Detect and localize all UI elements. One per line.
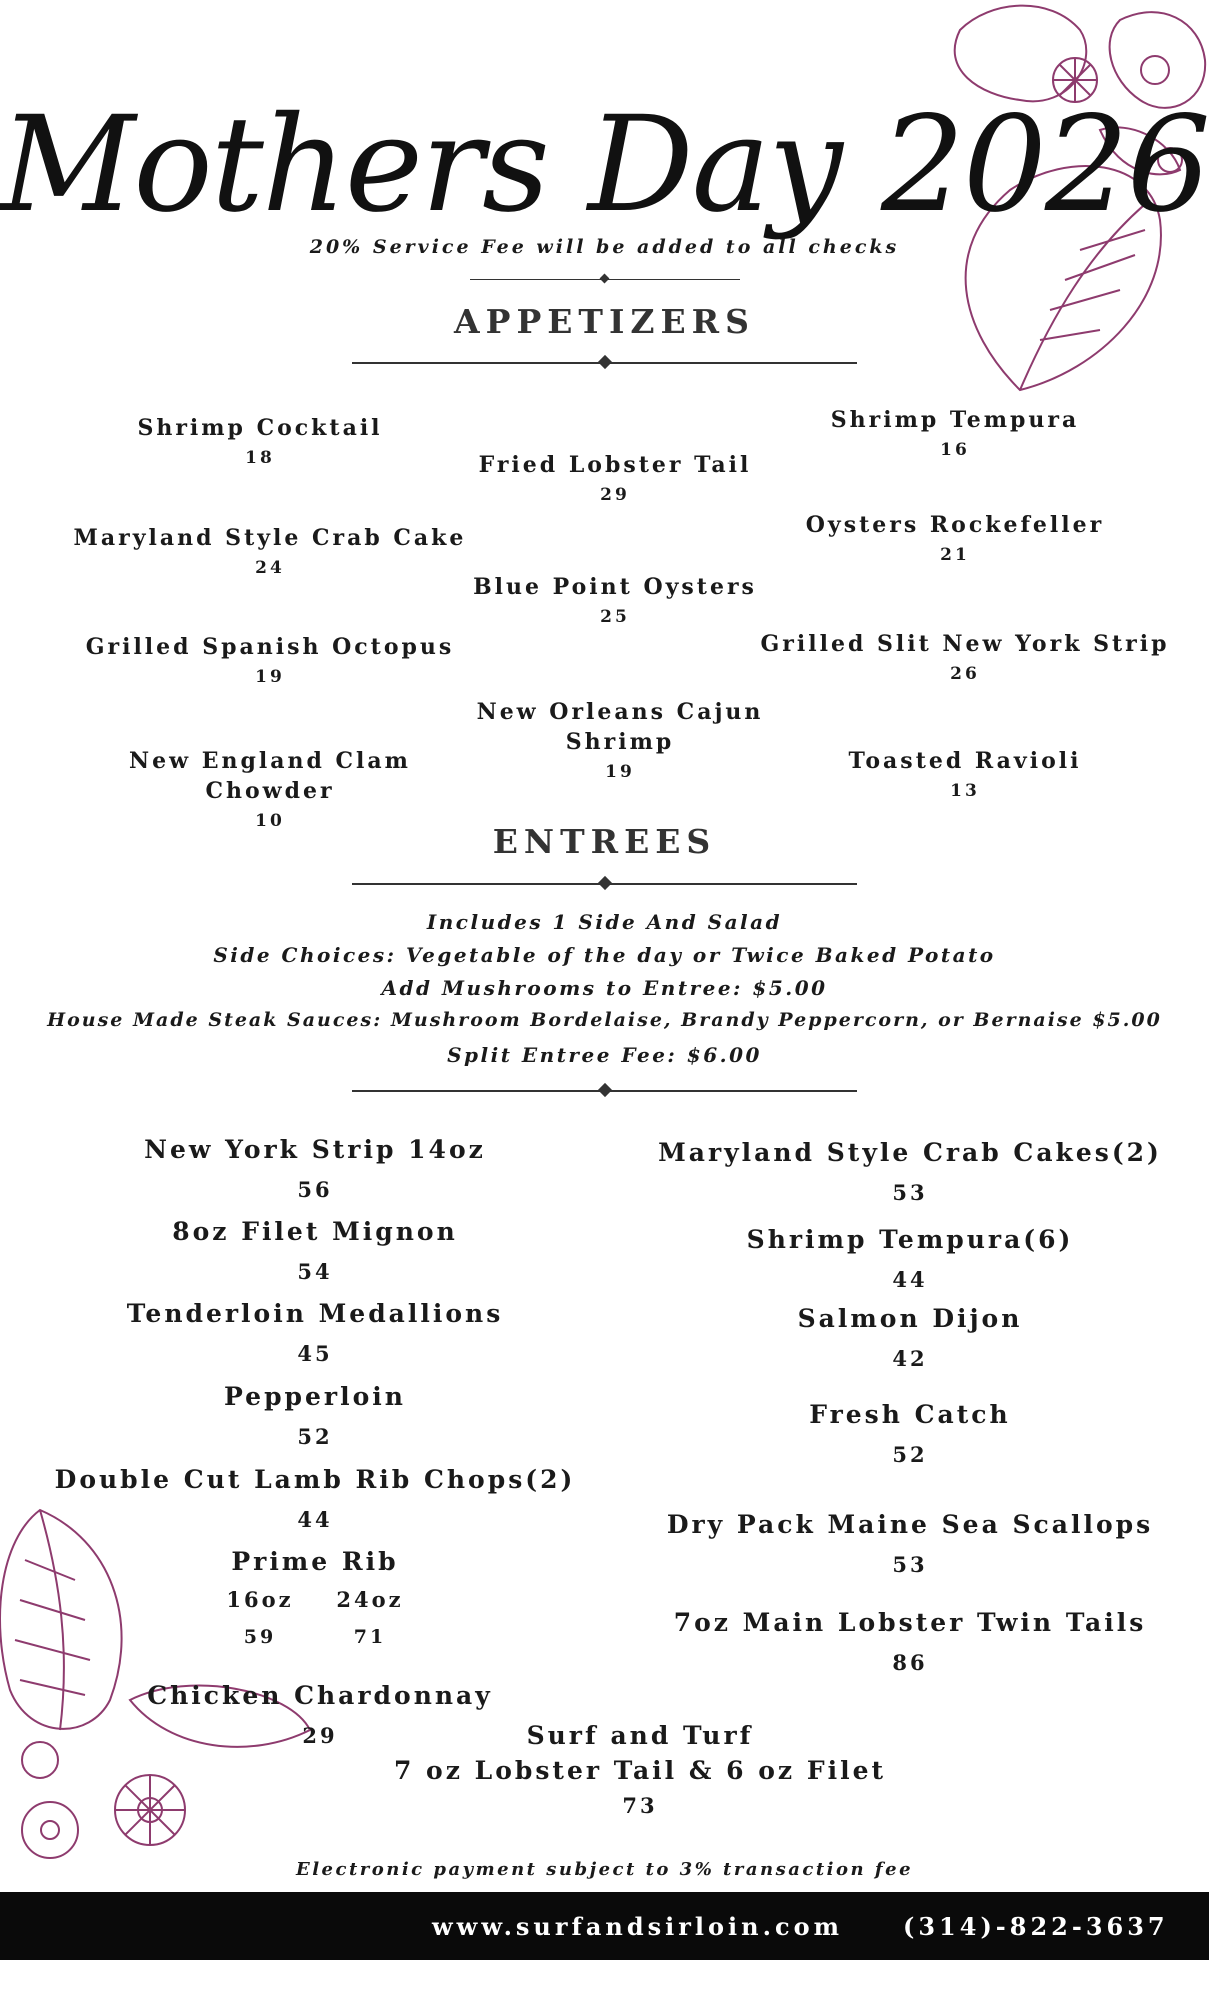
entree-note: Side Choices: Vegetable of the day or Twice Baked Potato bbox=[213, 943, 996, 967]
item-price: 25 bbox=[600, 607, 630, 627]
prime-rib-size-16: 16oz bbox=[226, 1587, 294, 1612]
divider-diamond bbox=[598, 1083, 612, 1097]
entree-note: Add Mushrooms to Entree: $5.00 bbox=[381, 976, 828, 1000]
item-price: 10 bbox=[255, 811, 285, 831]
item-name: Shrimp Tempura bbox=[830, 407, 1080, 433]
surf-and-turf-item bbox=[320, 1718, 960, 1823]
item-price: 29 bbox=[302, 1723, 338, 1748]
entree-note: Split Entree Fee: $6.00 bbox=[447, 1043, 762, 1067]
service-fee-note: 20% Service Fee will be added to all checks bbox=[309, 236, 900, 258]
entree-item bbox=[55, 1212, 575, 1292]
phone-number[interactable]: (314)-822-3637 bbox=[903, 1912, 1169, 1941]
item-name: Double Cut Lamb Rib Chops(2) bbox=[54, 1465, 576, 1494]
website-link[interactable]: www.surfandsirloin.com bbox=[432, 1912, 843, 1941]
item-name: Shrimp Tempura(6) bbox=[746, 1225, 1074, 1254]
item-name: Salmon Dijon bbox=[797, 1304, 1023, 1333]
item-price: 21 bbox=[940, 545, 970, 565]
item-price: 56 bbox=[297, 1177, 333, 1202]
divider-diamond bbox=[598, 355, 612, 369]
item-price: 13 bbox=[950, 781, 980, 801]
item-name: Prime Rib bbox=[231, 1547, 399, 1576]
item-name: Pepperloin bbox=[224, 1382, 406, 1411]
item-name: New England Clam Chowder bbox=[129, 748, 411, 804]
appetizer-item bbox=[70, 632, 470, 692]
item-name: Grilled Spanish Octopus bbox=[85, 634, 455, 660]
item-price: 18 bbox=[245, 448, 275, 468]
appetizer-item bbox=[755, 629, 1175, 689]
item-name: Grilled Slit New York Strip bbox=[760, 631, 1170, 657]
item-price: 44 bbox=[297, 1507, 333, 1532]
item-name: Blue Point Oysters bbox=[473, 574, 757, 600]
appetizer-item bbox=[435, 450, 795, 510]
entree-item bbox=[55, 1294, 575, 1374]
appetizer-item bbox=[815, 746, 1115, 806]
item-price: 16 bbox=[940, 440, 970, 460]
item-name: Shrimp Cocktail bbox=[137, 415, 383, 441]
prime-rib-price-16: 59 bbox=[243, 1626, 277, 1648]
entree-item bbox=[640, 1299, 1180, 1379]
item-description: 7 oz Lobster Tail & 6 oz Filet bbox=[393, 1756, 887, 1785]
entree-item bbox=[640, 1505, 1180, 1585]
appetizer-item bbox=[435, 572, 795, 632]
item-name: 7oz Main Lobster Twin Tails bbox=[673, 1608, 1147, 1637]
entree-item bbox=[640, 1133, 1180, 1213]
entree-item bbox=[640, 1395, 1180, 1475]
item-name: New Orleans Cajun Shrimp bbox=[476, 699, 764, 755]
item-price: 29 bbox=[600, 485, 630, 505]
item-name: New York Strip 14oz bbox=[144, 1135, 486, 1164]
item-name: Fried Lobster Tail bbox=[478, 452, 752, 478]
divider-diamond bbox=[598, 876, 612, 890]
entree-item bbox=[640, 1603, 1180, 1683]
item-price: 19 bbox=[255, 667, 285, 687]
item-name: Toasted Ravioli bbox=[848, 748, 1082, 774]
appetizer-item bbox=[420, 697, 820, 787]
appetizer-item bbox=[775, 405, 1135, 465]
entree-item bbox=[55, 1377, 575, 1457]
item-name: Dry Pack Maine Sea Scallops bbox=[666, 1510, 1154, 1539]
electronic-payment-note: Electronic payment subject to 3% transaction fee bbox=[295, 1859, 914, 1880]
item-name: 8oz Filet Mignon bbox=[172, 1217, 458, 1246]
prime-rib-size-24: 24oz bbox=[336, 1587, 404, 1612]
item-name: Chicken Chardonnay bbox=[147, 1681, 493, 1710]
entree-note: Includes 1 Side And Salad bbox=[426, 910, 783, 934]
entree-item bbox=[640, 1220, 1180, 1300]
divider-diamond bbox=[600, 274, 610, 284]
item-price: 52 bbox=[892, 1442, 928, 1467]
item-name: Maryland Style Crab Cake bbox=[73, 525, 467, 551]
item-name: Oysters Rockefeller bbox=[805, 512, 1105, 538]
item-price: 26 bbox=[950, 664, 980, 684]
page-title: Mothers Day 2026 bbox=[0, 88, 1209, 242]
prime-rib-item bbox=[115, 1542, 515, 1582]
item-name: Surf and Turf bbox=[526, 1721, 754, 1750]
item-price: 54 bbox=[297, 1259, 333, 1284]
entrees-heading: ENTREES bbox=[492, 822, 717, 861]
item-name: Maryland Style Crab Cakes(2) bbox=[658, 1138, 1162, 1167]
appetizers-heading: APPETIZERS bbox=[454, 302, 755, 341]
item-name: Tenderloin Medallions bbox=[126, 1299, 504, 1328]
prime-rib-price-24: 71 bbox=[353, 1626, 387, 1648]
item-price: 53 bbox=[892, 1552, 928, 1577]
item-name: Fresh Catch bbox=[809, 1400, 1011, 1429]
entree-note: House Made Steak Sauces: Mushroom Bordelaise, Brandy Peppercorn, or Bernaise $5.00 bbox=[47, 1009, 1162, 1031]
item-price: 53 bbox=[892, 1180, 928, 1205]
item-price: 73 bbox=[622, 1793, 658, 1818]
item-price: 44 bbox=[892, 1267, 928, 1292]
entree-item bbox=[40, 1460, 590, 1540]
item-price: 52 bbox=[297, 1424, 333, 1449]
item-price: 24 bbox=[255, 558, 285, 578]
item-price: 19 bbox=[605, 762, 635, 782]
entree-item bbox=[55, 1130, 575, 1210]
appetizer-item bbox=[80, 413, 440, 473]
appetizer-item bbox=[70, 523, 470, 583]
item-price: 45 bbox=[297, 1341, 333, 1366]
footer-bar bbox=[0, 1892, 1209, 1960]
item-price: 86 bbox=[892, 1650, 928, 1675]
appetizer-item bbox=[775, 510, 1135, 570]
item-price: 42 bbox=[892, 1346, 928, 1371]
